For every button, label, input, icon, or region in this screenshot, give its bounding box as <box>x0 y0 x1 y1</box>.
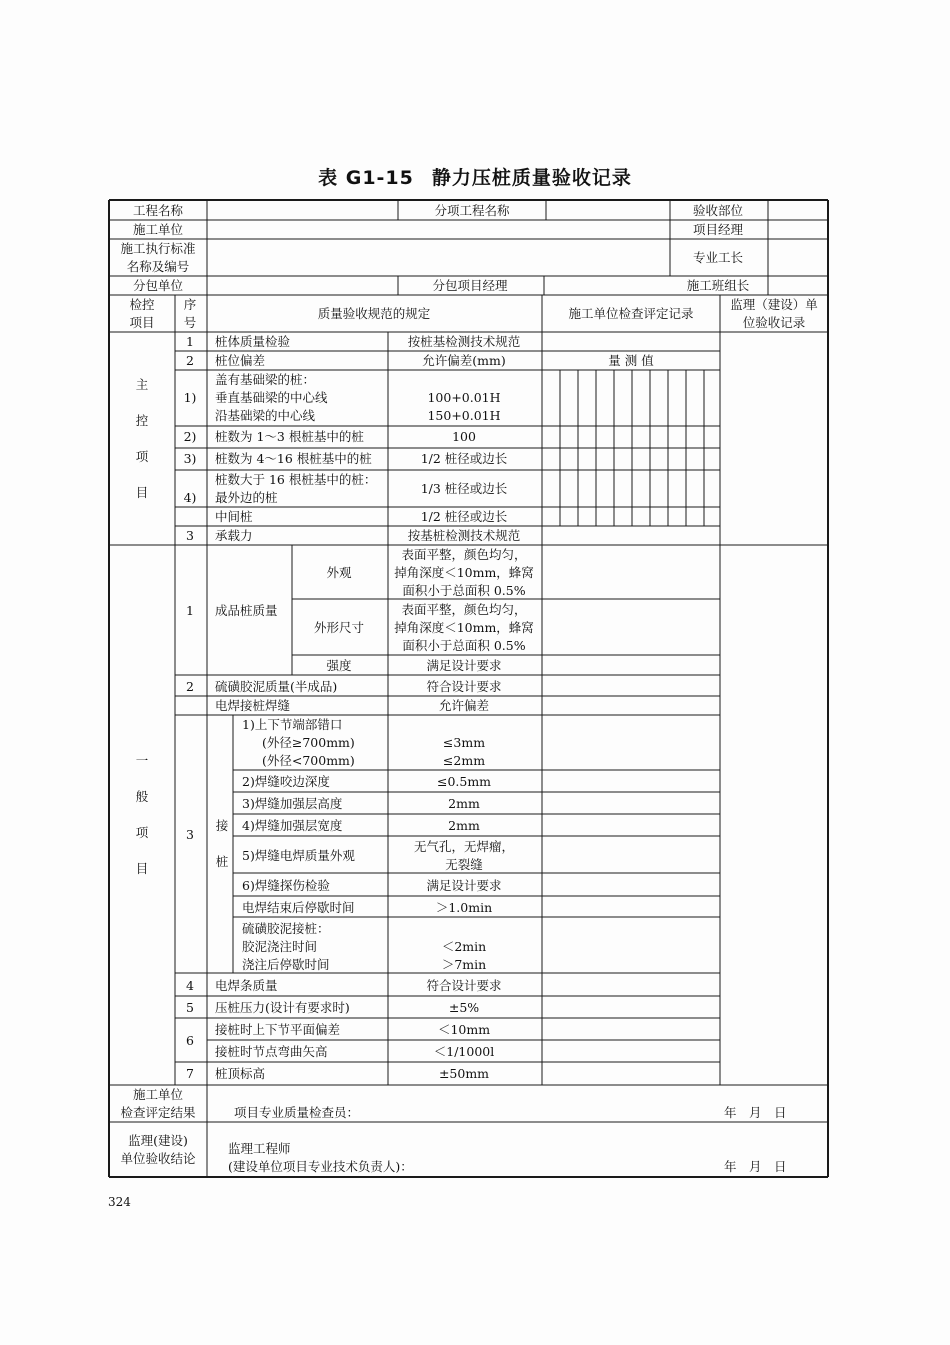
requirement-text: 允许偏差 <box>438 698 490 713</box>
requirement-text: 按基桩检测技术规范 <box>407 528 521 543</box>
date-placeholder: 年 月 日 <box>724 1105 787 1120</box>
item-text: 3)焊缝加强层高度 <box>242 796 343 811</box>
requirement-text: 符合设计要求 <box>426 679 502 694</box>
seq-number: 2 <box>186 353 194 368</box>
label-seq: 序 <box>183 297 197 312</box>
requirement-text: ＜2min <box>441 939 487 954</box>
item-text: 桩体质量检验 <box>215 334 291 349</box>
item-text: (外径<700mm) <box>262 753 355 768</box>
label-seq-2: 号 <box>183 315 197 330</box>
requirement-text: 允许偏差(mm) <box>422 353 506 368</box>
side-main-2: 控 <box>135 413 149 428</box>
item-text: 承载力 <box>215 528 253 543</box>
item-text: 桩数为 1～3 根桩基中的桩 <box>215 429 364 444</box>
item-text: 桩位偏差 <box>215 353 266 368</box>
requirement-text: 无裂缝 <box>445 857 483 872</box>
requirement-text: ≤3mm <box>442 735 486 750</box>
label-unit-result-2: 检查评定结果 <box>120 1105 196 1120</box>
requirement-text: ＜1/1000l <box>433 1044 495 1059</box>
side-main-1: 主 <box>135 377 149 392</box>
requirement-text: 表面平整，颜色均匀， <box>401 602 527 617</box>
requirement-text: 面积小于总面积 0.5% <box>402 638 526 653</box>
label-supervisor-record: 监理（建设）单 <box>730 297 818 312</box>
requirement-text: 1/2 桩径或边长 <box>420 509 508 524</box>
requirement-text: 100+0.01H <box>427 390 501 405</box>
sub-item-text: 外观 <box>326 565 352 580</box>
sub-item-text: 强度 <box>326 658 352 673</box>
item-text: (外径≥700mm) <box>262 735 355 750</box>
seq-number: 7 <box>186 1066 194 1081</box>
joint-label-1: 接 <box>215 818 229 833</box>
requirement-text: 150+0.01H <box>427 408 501 423</box>
label-unit-result: 施工单位 <box>132 1087 184 1102</box>
seq-number: 4 <box>186 978 194 993</box>
requirement-text: 无气孔，无焊瘤， <box>413 839 515 854</box>
item-text: 电焊条质量 <box>215 978 278 993</box>
requirement-text: 符合设计要求 <box>426 978 502 993</box>
seq-number: 3 <box>186 827 194 842</box>
requirement-text: 面积小于总面积 0.5% <box>402 583 526 598</box>
requirement-text: 1/2 桩径或边长 <box>420 451 508 466</box>
side-general-2: 般 <box>135 789 149 804</box>
page-number: 324 <box>108 1195 131 1209</box>
requirement-text: ≤0.5mm <box>436 774 492 789</box>
seq-number: 2 <box>186 679 194 694</box>
label-sub-project-name: 分项工程名称 <box>434 203 510 218</box>
date-placeholder: 年 月 日 <box>724 1159 787 1174</box>
label-check-item: 检控 <box>129 297 155 312</box>
requirement-text: 2mm <box>448 796 480 811</box>
label-project-name: 工程名称 <box>132 203 184 218</box>
seq-number: 3) <box>183 451 197 466</box>
item-text: 电焊接桩焊缝 <box>215 698 291 713</box>
measured-values-label: 量 测 值 <box>608 353 654 368</box>
label-spec: 质量验收规范的规定 <box>317 306 431 321</box>
label-standard-name-2: 名称及编号 <box>126 259 190 274</box>
seq-number: 3 <box>186 528 194 543</box>
item-text: 最外边的桩 <box>215 490 278 505</box>
side-main-3: 项 <box>135 449 149 464</box>
label-check-item-2: 项目 <box>129 315 155 330</box>
requirement-text: 1/3 桩径或边长 <box>420 481 508 496</box>
requirement-text: ≤2mm <box>442 753 486 768</box>
item-text: 接桩时上下节平面偏差 <box>215 1022 341 1037</box>
requirement-text: 满足设计要求 <box>426 878 502 893</box>
item-text: 沿基础梁的中心线 <box>215 408 316 423</box>
side-general-1: 一 <box>135 753 149 768</box>
item-text: 垂直基础梁的中心线 <box>215 390 328 405</box>
item-text: 胶泥浇注时间 <box>242 939 318 954</box>
item-text: 浇注后停歇时间 <box>242 957 330 972</box>
item-text: 2)焊缝咬边深度 <box>242 774 330 789</box>
label-sub-manager: 分包项目经理 <box>432 278 508 293</box>
label-unit-record: 施工单位检查评定记录 <box>568 306 694 321</box>
requirement-text: ±5% <box>448 1000 480 1015</box>
side-general-4: 目 <box>135 861 149 876</box>
page-title: 表 G1-15 静力压桩质量验收记录 <box>318 167 632 189</box>
label-supervisor-record-2: 位验收记录 <box>742 315 806 330</box>
item-text: 1)上下节端部错口 <box>242 717 343 732</box>
item-text: 桩顶标高 <box>215 1066 266 1081</box>
item-text: 中间桩 <box>215 509 253 524</box>
seq-number: 1 <box>186 603 194 618</box>
sub-item-text: 外形尺寸 <box>313 620 365 635</box>
requirement-text: 2mm <box>448 818 480 833</box>
requirement-text: 表面平整，颜色均匀， <box>401 547 527 562</box>
item-text: 4)焊缝加强层宽度 <box>242 818 343 833</box>
requirement-text: 掉角深度＜10mm，蜂窝 <box>394 620 534 635</box>
item-text: 电焊结束后停歇时间 <box>242 900 355 915</box>
seq-number: 5 <box>186 1000 194 1015</box>
item-text: 盖有基础梁的桩： <box>215 372 316 387</box>
requirement-text: ＞1.0min <box>435 900 493 915</box>
side-main-4: 目 <box>135 485 149 500</box>
label-standard-name: 施工执行标准 <box>120 241 196 256</box>
label-inspector: 项目专业质量检查员： <box>234 1105 360 1120</box>
seq-number: 1) <box>183 390 197 405</box>
requirement-text: 100 <box>452 429 476 444</box>
side-general-3: 项 <box>135 825 149 840</box>
joint-label-2: 桩 <box>215 854 229 869</box>
label-construction-unit: 施工单位 <box>132 222 184 237</box>
label-supervisor-conclusion-2: 单位验收结论 <box>120 1151 196 1166</box>
label-supervisor-conclusion: 监理(建设) <box>128 1133 188 1148</box>
item-text: 桩数为 4～16 根桩基中的桩 <box>215 451 372 466</box>
item-text: 硫磺胶泥质量(半成品) <box>215 679 338 694</box>
label-foreman: 专业工长 <box>692 250 744 265</box>
item-text: 5)焊缝电焊质量外观 <box>242 848 355 863</box>
label-project-manager: 项目经理 <box>692 222 744 237</box>
label-engineer: 监理工程师 <box>228 1141 291 1156</box>
item-text: 6)焊缝探伤检验 <box>242 878 330 893</box>
item-text: 压桩压力(设计有要求时) <box>215 1000 350 1015</box>
item-text: 成品桩质量 <box>215 603 278 618</box>
requirement-text: 按桩基检测技术规范 <box>407 334 521 349</box>
label-team-leader: 施工班组长 <box>686 278 750 293</box>
seq-number: 2) <box>183 429 197 444</box>
label-acceptance-part: 验收部位 <box>692 203 744 218</box>
item-text: 硫磺胶泥接桩： <box>242 921 330 936</box>
requirement-text: 掉角深度＜10mm，蜂窝 <box>394 565 534 580</box>
requirement-text: 满足设计要求 <box>426 658 502 673</box>
item-text: 接桩时节点弯曲矢高 <box>215 1044 328 1059</box>
seq-number: 1 <box>186 334 194 349</box>
label-tech-lead: (建设单位项目专业技术负责人)： <box>228 1159 413 1174</box>
requirement-text: ＞7min <box>441 957 487 972</box>
seq-number: 6 <box>186 1033 194 1048</box>
requirement-text: ±50mm <box>438 1066 490 1081</box>
requirement-text: ＜10mm <box>437 1022 491 1037</box>
seq-number: 4) <box>183 490 197 505</box>
item-text: 桩数大于 16 根桩基中的桩： <box>215 472 377 487</box>
label-subcontractor: 分包单位 <box>132 278 184 293</box>
